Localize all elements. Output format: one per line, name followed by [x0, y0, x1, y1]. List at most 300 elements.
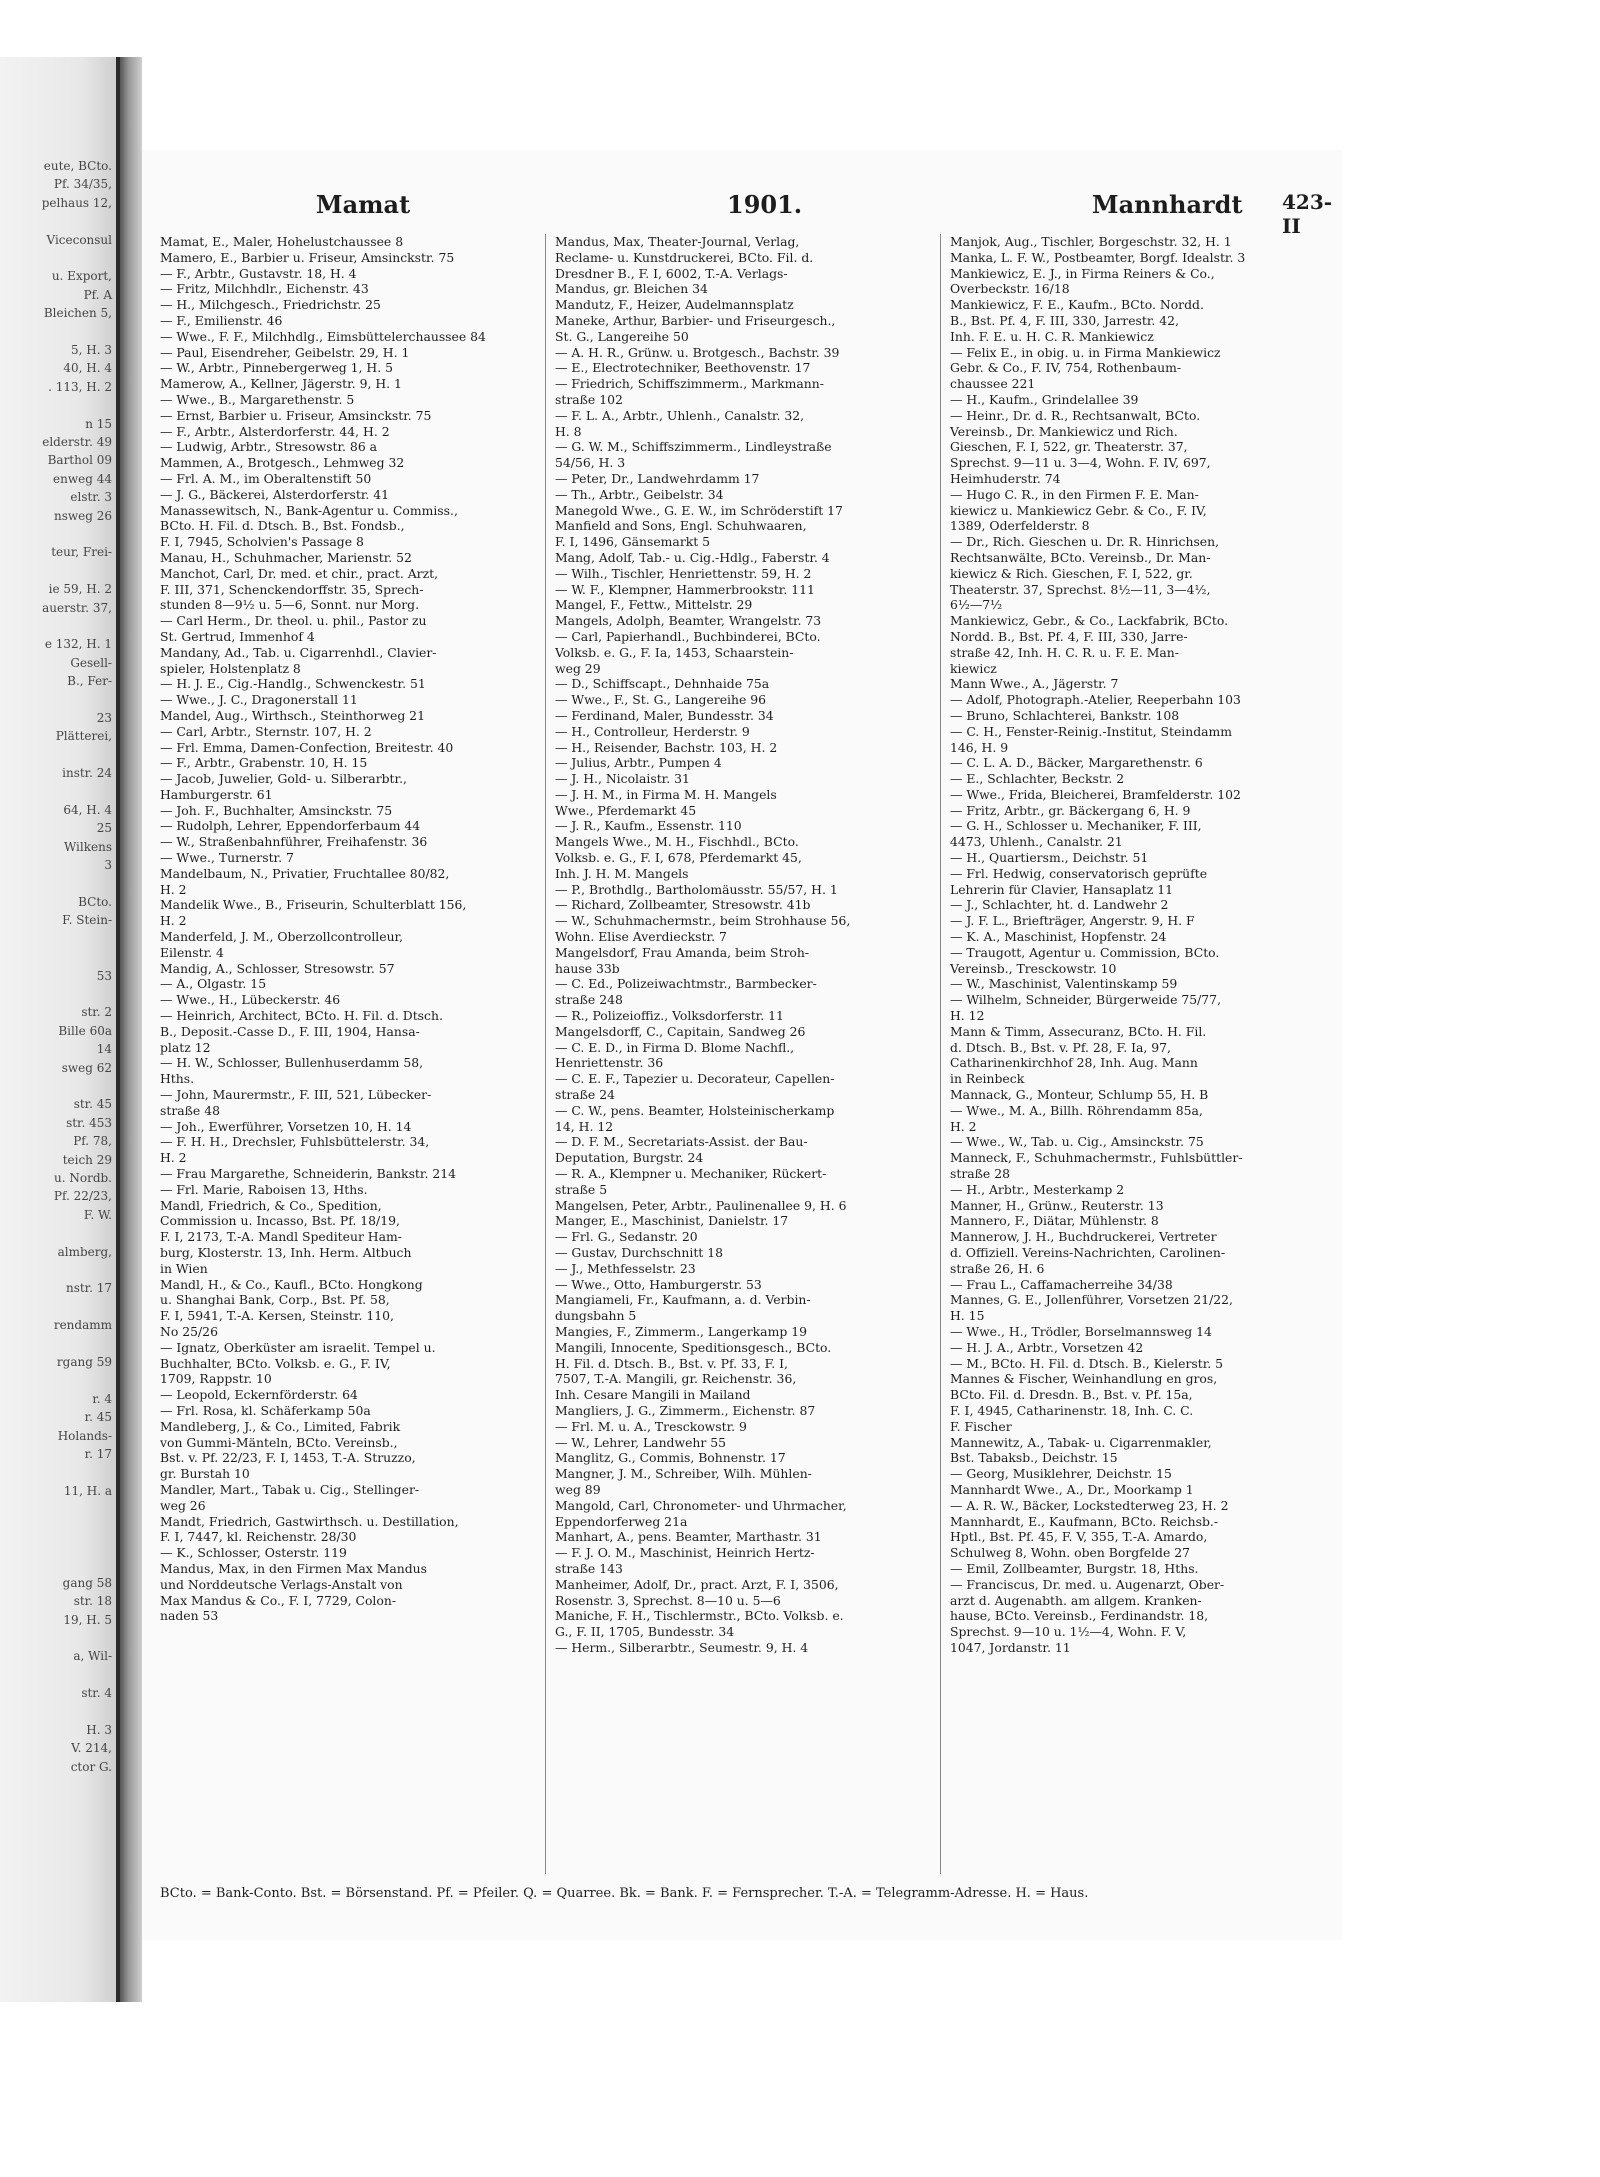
directory-entry-line: straße 143 — [555, 1560, 623, 1576]
directory-entry-line: — Frl. G., Sedanstr. 20 — [555, 1229, 698, 1245]
directory-entry-line: Buchhalter, BCto. Volksb. e. G., F. IV, — [160, 1355, 391, 1371]
directory-entry-line: — Leopold, Eckernförderstr. 64 — [160, 1387, 358, 1403]
directory-entry-line: — A., Olgastr. 15 — [160, 976, 267, 992]
directory-entry-line: F. I, 7945, Scholvien's Passage 8 — [160, 534, 364, 550]
directory-entry-line: Mandl, Friedrich, & Co., Spedition, — [160, 1197, 382, 1213]
directory-entry-line: Mangold, Carl, Chronometer- und Uhrmacher, — [555, 1497, 847, 1513]
directory-entry-line: straße 26, H. 6 — [950, 1260, 1045, 1276]
directory-entry-line: Manjok, Aug., Tischler, Borgeschstr. 32, H. 1 — [950, 234, 1232, 249]
directory-entry-line: — R. A., Klempner u. Mechaniker, Rückert- — [555, 1166, 827, 1182]
directory-entry-line: Mandleberg, J., & Co., Limited, Fabrik — [160, 1418, 401, 1434]
prev-page-fragment: Pf. 34/35, — [53, 177, 112, 192]
directory-entry-line: hause 33b — [555, 960, 620, 976]
directory-entry-line: — Wwe., W., Tab. u. Cig., Amsinckstr. 75 — [950, 1134, 1204, 1150]
directory-entry-line: 1047, Jordanstr. 11 — [950, 1639, 1071, 1655]
directory-entry-line: — Frl. M. u. A., Tresckowstr. 9 — [555, 1418, 747, 1434]
directory-entry-line: BCto. H. Fil. d. Dtsch. B., Bst. Fondsb., — [160, 518, 405, 534]
directory-entry-line: Dresdner B., F. I, 6002, T.-A. Verlags- — [555, 265, 788, 281]
prev-page-fragment: Gesell- — [70, 655, 112, 670]
directory-entry-line: — H., Quartiersm., Deichstr. 51 — [950, 850, 1149, 866]
directory-entry-line: — Wwe., F. F., Milchhdlg., Eimsbüttelerchaussee 84 — [160, 328, 486, 344]
directory-entry-line: gr. Burstah 10 — [160, 1466, 250, 1482]
directory-entry-line: von Gummi-Mänteln, BCto. Vereinsb., — [160, 1434, 398, 1450]
directory-entry-line: — E., Electrotechniker, Beethovenstr. 17 — [555, 360, 811, 376]
directory-entry-line: dungsbahn 5 — [555, 1308, 637, 1324]
prev-page-fragment: F. W. — [83, 1207, 112, 1222]
directory-entry-line: 6½—7½ — [950, 597, 1003, 613]
prev-page-fragment: teur, Frei- — [51, 545, 112, 560]
prev-page-fragment: 64, H. 4 — [63, 803, 112, 817]
prev-page-fragment: 23 — [96, 711, 112, 725]
directory-entry-line: — Frl. Emma, Damen-Confection, Breitestr. 40 — [160, 739, 454, 755]
directory-entry-line: — Joh., Ewerführer, Vorsetzen 10, H. 14 — [160, 1118, 412, 1134]
previous-page-edge — [0, 57, 120, 2002]
directory-entry-line: — Fritz, Milchhdlr., Eichenstr. 43 — [160, 281, 369, 297]
directory-entry-line: — H., Milchgesch., Friedrichstr. 25 — [160, 297, 381, 313]
directory-entry-line: Manfield and Sons, Engl. Schuhwaaren, — [555, 518, 807, 534]
directory-entry-line: — Hugo C. R., in den Firmen F. E. Man- — [950, 486, 1199, 502]
prev-page-fragment: Wilkens — [63, 839, 112, 854]
directory-entry-line: — Peter, Dr., Landwehrdamm 17 — [555, 470, 760, 486]
directory-entry-line: Sprechst. 9—11 u. 3—4, Wohn. F. IV, 697, — [950, 455, 1211, 471]
directory-entry-line: Rosenstr. 3, Sprechst. 8—10 u. 5—6 — [555, 1592, 781, 1608]
directory-entry-line: — Jacob, Juwelier, Gold- u. Silberarbtr., — [160, 771, 407, 787]
directory-entry-line: — W., Schuhmachermstr., beim Strohhause 56, — [555, 913, 851, 929]
directory-entry-line: — J. H. M., in Firma M. H. Mangels — [555, 786, 777, 802]
directory-entry-line: — W., Lehrer, Landwehr 55 — [555, 1434, 727, 1450]
directory-entry-line: — W. F., Klempner, Hammerbrookstr. 111 — [555, 581, 815, 597]
directory-entry-line: d. Dtsch. B., Bst. v. Pf. 28, F. Ia, 97, — [950, 1039, 1171, 1055]
directory-entry-line: straße 5 — [555, 1181, 608, 1197]
directory-entry-line: Mannewitz, A., Tabak- u. Cigarrenmakler, — [950, 1434, 1212, 1450]
directory-entry-line: — F., Emilienstr. 46 — [160, 312, 283, 328]
directory-entry-line: — Frl. Rosa, kl. Schäferkamp 50a — [160, 1402, 371, 1418]
directory-entry-line: Inh. J. H. M. Mangels — [555, 865, 689, 881]
directory-entry-line: B., Bst. Pf. 4, F. III, 330, Jarrestr. 42, — [950, 312, 1180, 328]
directory-entry-line: — Wwe., H., Lübeckerstr. 46 — [160, 992, 341, 1008]
directory-entry-line: — F., Arbtr., Grabenstr. 10, H. 15 — [160, 755, 368, 771]
directory-entry-line: Mandelbaum, N., Privatier, Fruchtallee 80/82, — [160, 865, 450, 881]
directory-page — [142, 150, 1342, 1940]
book-binding — [120, 57, 142, 2002]
directory-entry-line: Mangiameli, Fr., Kaufmann, a. d. Verbin- — [555, 1292, 811, 1308]
directory-entry-line: in Reinbeck — [950, 1071, 1025, 1087]
directory-entry-line: — D. F. M., Secretariats-Assist. der Bau- — [555, 1134, 808, 1150]
prev-page-fragment: str. 45 — [73, 1097, 112, 1112]
directory-entry-line: Gieschen, F. I, 522, gr. Theaterstr. 37, — [950, 439, 1188, 455]
prev-page-fragment: str. 18 — [73, 1594, 112, 1609]
directory-entry-line: Mandany, Ad., Tab. u. Cigarrenhdl., Clavier- — [160, 644, 437, 660]
directory-entry-line: und Norddeutsche Verlags-Anstalt von — [160, 1576, 403, 1592]
prev-page-fragment: Pf. 22/23, — [53, 1189, 112, 1204]
directory-entry-line: straße 248 — [555, 992, 623, 1008]
directory-entry-line: — H. W., Schlosser, Bullenhuserdamm 58, — [160, 1055, 424, 1071]
directory-entry-line: — C. L. A. D., Bäcker, Margarethenstr. 6 — [950, 755, 1203, 771]
directory-entry-line: Manau, H., Schuhmacher, Marienstr. 52 — [160, 549, 412, 565]
header-left-keyword: Mamat — [316, 190, 411, 219]
directory-entry-line: Catharinenkirchhof 28, Inh. Aug. Mann — [950, 1055, 1198, 1071]
directory-entry-line: — W., Straßenbahnführer, Freihafenstr. 36 — [160, 834, 428, 850]
directory-entry-line: spieler, Holstenplatz 8 — [160, 660, 301, 676]
prev-page-fragment: r. 4 — [92, 1391, 112, 1406]
directory-entry-line: — Ernst, Barbier u. Friseur, Amsinckstr. 75 — [160, 407, 432, 423]
directory-entry-line: kiewicz & Rich. Gieschen, F. I, 522, gr. — [950, 565, 1193, 581]
directory-entry-line: — M., BCto. H. Fil. d. Dtsch. B., Kielerstr. 5 — [950, 1355, 1224, 1371]
directory-entry-line: Mannero, F., Diätar, Mühlenstr. 8 — [950, 1213, 1159, 1229]
directory-entry-line: Overbeckstr. 16/18 — [950, 281, 1070, 297]
directory-entry-line: Manner, H., Grünw., Reuterstr. 13 — [950, 1197, 1164, 1213]
directory-entry-line: — F., Arbtr., Gustavstr. 18, H. 4 — [160, 265, 357, 281]
directory-entry-line: F. I, 7447, kl. Reichenstr. 28/30 — [160, 1529, 357, 1545]
directory-entry-line: — A. R. W., Bäcker, Lockstedterweg 23, H. 2 — [950, 1497, 1229, 1513]
directory-entry-line: — H., Reisender, Bachstr. 103, H. 2 — [555, 739, 778, 755]
directory-entry-line: — K. A., Maschinist, Hopfenstr. 24 — [950, 929, 1167, 945]
directory-entry-line: Manegold Wwe., G. E. W., im Schröderstift 17 — [555, 502, 843, 518]
directory-entry-line: Mandler, Mart., Tabak u. Cig., Stellinger- — [160, 1481, 420, 1497]
directory-entry-line: — E., Schlachter, Beckstr. 2 — [950, 771, 1125, 787]
directory-entry-line: 4473, Uhlenh., Canalstr. 21 — [950, 834, 1123, 850]
directory-entry-line: — Paul, Eisendreher, Geibelstr. 29, H. 1 — [160, 344, 410, 360]
directory-entry-line: 1389, Oderfelderstr. 8 — [950, 518, 1090, 534]
prev-page-fragment: enweg 44 — [53, 471, 112, 486]
directory-entry-line: — H., Arbtr., Mesterkamp 2 — [950, 1181, 1125, 1197]
directory-entry-line: — Wwe., H., Trödler, Borselmannsweg 14 — [950, 1323, 1212, 1339]
directory-entry-line: — Frau L., Caffamacherreihe 34/38 — [950, 1276, 1173, 1292]
directory-entry-line: — D., Schiffscapt., Dehnhaide 75a — [555, 676, 770, 692]
directory-entry-line: — Frl. Marie, Raboisen 13, Hths. — [160, 1181, 368, 1197]
directory-entry-line: Sprechst. 9—10 u. 1½—4, Wohn. F. V, — [950, 1624, 1187, 1640]
page-number: 423-II — [1282, 190, 1333, 238]
directory-entry-line: Mangel, F., Fettw., Mittelstr. 29 — [555, 597, 753, 613]
prev-page-fragment: sweg 62 — [61, 1060, 112, 1075]
directory-entry-line: Max Mandus & Co., F. I, 7729, Colon- — [160, 1592, 397, 1608]
directory-entry-line: straße 42, Inh. H. C. R. u. F. E. Man- — [950, 644, 1179, 660]
directory-entry-line: Manassewitsch, N., Bank-Agentur u. Commiss., — [160, 502, 458, 518]
directory-entry-line: — Wilhelm, Schneider, Bürgerweide 75/77, — [950, 992, 1222, 1008]
directory-entry-line: Schulweg 8, Wohn. oben Borgfelde 27 — [950, 1545, 1191, 1561]
directory-entry-line: Volksb. e. G., F. I, 678, Pferdemarkt 45, — [555, 850, 802, 866]
directory-entry-line: Mandel, Aug., Wirthsch., Steinthorweg 21 — [160, 707, 425, 723]
directory-entry-line: Mannes & Fischer, Weinhandlung en gros, — [950, 1371, 1218, 1387]
directory-entry-line: 14, H. 12 — [555, 1118, 614, 1134]
directory-entry-line: B., Deposit.-Casse D., F. III, 1904, Hansa- — [160, 1023, 420, 1039]
directory-entry-line: platz 12 — [160, 1039, 211, 1055]
directory-entry-line: — Wwe., B., Margarethenstr. 5 — [160, 391, 355, 407]
directory-entry-line: — W., Maschinist, Valentinskamp 59 — [950, 976, 1178, 992]
directory-entry-line: Theaterstr. 37, Sprechst. 8½—11, 3—4½, — [950, 581, 1211, 597]
prev-page-fragment: n 15 — [85, 416, 112, 431]
directory-entry-line: — Wwe., M. A., Billh. Röhrendamm 85a, — [950, 1102, 1203, 1118]
directory-entry-line: — H. J. A., Arbtr., Vorsetzen 42 — [950, 1339, 1144, 1355]
directory-entry-line: — Wilh., Tischler, Henriettenstr. 59, H. 2 — [555, 565, 812, 581]
directory-entry-line: Mangels, Adolph, Beamter, Wrangelstr. 73 — [555, 613, 822, 629]
column-1 — [160, 234, 534, 1884]
directory-entry-line: Mangels Wwe., M. H., Fischhdl., BCto. — [555, 834, 799, 850]
directory-entry-line: — Wwe., Otto, Hamburgerstr. 53 — [555, 1276, 762, 1292]
directory-entry-line: Mang, Adolf, Tab.- u. Cig.-Hdlg., Faberstr. 4 — [555, 549, 830, 565]
prev-page-fragment: elstr. 3 — [70, 490, 112, 505]
page-header — [142, 190, 1342, 238]
directory-entry-line: H. 2 — [160, 881, 187, 897]
directory-entry-line: Mangelsdorff, C., Capitain, Sandweg 26 — [555, 1023, 806, 1039]
prev-page-fragment: Holands- — [57, 1428, 112, 1443]
prev-page-fragment: u. Export, — [51, 269, 112, 284]
prev-page-fragment: H. 3 — [86, 1723, 112, 1737]
prev-page-fragment: 19, H. 5 — [63, 1612, 112, 1627]
prev-page-fragment: elderstr. 49 — [42, 435, 112, 449]
directory-entry-line: — J. H., Nicolaistr. 31 — [555, 771, 690, 787]
directory-entry-line: — G. H., Schlosser u. Mechaniker, F. III, — [950, 818, 1202, 834]
directory-entry-line: — G. W. M., Schiffszimmerm., Lindleystraße — [555, 439, 832, 455]
directory-entry-line: — A. H. R., Grünw. u. Brotgesch., Bachstr. 39 — [555, 344, 840, 360]
directory-entry-line: Inh. F. E. u. H. C. R. Mankiewicz — [950, 328, 1154, 344]
directory-entry-line: — Frl. Hedwig, conservatorisch geprüfte — [950, 865, 1208, 881]
directory-entry-line: Mangies, F., Zimmerm., Langerkamp 19 — [555, 1323, 807, 1339]
directory-entry-line: 146, H. 9 — [950, 739, 1009, 755]
directory-entry-line: Mandig, A., Schlosser, Stresowstr. 57 — [160, 960, 395, 976]
directory-entry-line: — Traugott, Agentur u. Commission, BCto. — [950, 944, 1220, 960]
directory-entry-line: u. Shanghai Bank, Corp., Bst. Pf. 58, — [160, 1292, 390, 1308]
directory-entry-line: H. 12 — [950, 1008, 985, 1024]
directory-entry-line: H. 2 — [160, 1150, 187, 1166]
directory-entry-line: Mamerow, A., Kellner, Jägerstr. 9, H. 1 — [160, 376, 402, 392]
prev-page-fragment: 40, H. 4 — [63, 361, 112, 376]
prev-page-fragment: rendamm — [53, 1318, 112, 1333]
directory-entry-line: Mandus, Max, in den Firmen Max Mandus — [160, 1560, 428, 1576]
prev-page-fragment: Barthol 09 — [47, 453, 112, 468]
directory-entry-line: — Frau Margarethe, Schneiderin, Bankstr. 214 — [160, 1166, 456, 1182]
directory-entry-line: straße 102 — [555, 391, 623, 407]
directory-entry-line: — Friedrich, Schiffszimmerm., Markmann- — [555, 376, 824, 392]
directory-entry-line: Manheimer, Adolf, Dr., pract. Arzt, F. I, 3506, — [555, 1576, 839, 1592]
directory-entry-line: Mamat, E., Maler, Hohelustchaussee 8 — [160, 234, 404, 249]
prev-page-fragment: a, Wil- — [73, 1649, 112, 1664]
prev-page-fragment: ctor G. — [70, 1759, 112, 1774]
directory-entry-line: — Emil, Zollbeamter, Burgstr. 18, Hths. — [950, 1560, 1199, 1576]
directory-entry-line: Maniche, F. H., Tischlermstr., BCto. Volksb. e. — [555, 1608, 844, 1624]
directory-entry-line: — J., Methfesselstr. 23 — [555, 1260, 696, 1276]
directory-entry-line: Lehrerin für Clavier, Hansaplatz 11 — [950, 881, 1174, 897]
prev-page-fragment: 25 — [96, 821, 112, 836]
directory-entry-line: Manchot, Carl, Dr. med. et chir., pract. Arzt, — [160, 565, 439, 581]
directory-entry-line: Mannhardt, E., Kaufmann, BCto. Reichsb.- — [950, 1513, 1219, 1529]
directory-entry-line: naden 53 — [160, 1608, 219, 1624]
directory-entry-line: — F. H. H., Drechsler, Fuhlsbüttelerstr. 34, — [160, 1134, 430, 1150]
column-2 — [555, 234, 929, 1884]
directory-entry-line: H. Fil. d. Dtsch. B., Bst. v. Pf. 33, F. I, — [555, 1355, 788, 1371]
directory-entry-line: Vereinsb., Tresckowstr. 10 — [950, 960, 1117, 976]
directory-entry-line: Mangelsen, Peter, Arbtr., Paulinenallee 9, H. 6 — [555, 1197, 847, 1213]
directory-entry-line: Bst. Tabaksb., Deichstr. 15 — [950, 1450, 1118, 1466]
directory-entry-line: St. G., Langereihe 50 — [555, 328, 689, 344]
directory-entry-line: Mammen, A., Brotgesch., Lehmweg 32 — [160, 455, 405, 471]
directory-entry-line: Manneck, F., Schuhmachermstr., Fuhlsbüttler- — [950, 1150, 1243, 1166]
directory-entry-line: G., F. II, 1705, Bundesstr. 34 — [555, 1624, 735, 1640]
directory-entry-line: H. 15 — [950, 1308, 985, 1324]
directory-entry-line: Vereinsb., Dr. Mankiewicz und Rich. — [950, 423, 1178, 439]
prev-page-fragment: Plätterei, — [55, 729, 112, 744]
prev-page-fragment: r. 17 — [84, 1447, 112, 1461]
directory-entry-line: — Carl Herm., Dr. theol. u. phil., Pastor zu — [160, 613, 427, 629]
directory-entry-line: — P., Brothdlg., Bartholomäusstr. 55/57, H. 1 — [555, 881, 838, 897]
directory-entry-line: — Dr., Rich. Gieschen u. Dr. R. Hinrichsen, — [950, 534, 1220, 550]
prev-page-fragment: . 113, H. 2 — [48, 379, 112, 394]
directory-entry-line: — H., Controlleur, Herderstr. 9 — [555, 723, 750, 739]
prev-page-fragment: auerstr. 37, — [42, 600, 112, 615]
directory-entry-line: Heimhuderstr. 74 — [950, 470, 1061, 486]
directory-entry-line: F. Fischer — [950, 1418, 1012, 1434]
directory-entry-line: Rechtsanwälte, BCto. Vereinsb., Dr. Man- — [950, 549, 1211, 565]
prev-page-fragment: str. 4 — [81, 1686, 112, 1701]
prev-page-fragment: pelhaus 12, — [41, 195, 112, 210]
directory-entry-line: Mannes, G. E., Jollenführer, Vorsetzen 21/22, — [950, 1292, 1233, 1308]
prev-page-fragment: 14 — [96, 1042, 112, 1057]
directory-entry-line: Hths. — [160, 1071, 195, 1087]
directory-entry-line: — Wwe., J. C., Dragonerstall 11 — [160, 692, 358, 708]
directory-entry-line: Deputation, Burgstr. 24 — [555, 1150, 704, 1166]
directory-entry-line: Mangliers, J. G., Zimmerm., Eichenstr. 87 — [555, 1402, 816, 1418]
directory-entry-line: F. III, 371, Schenckendorffstr. 35, Sprech- — [160, 581, 424, 597]
prev-page-fragment: ie 59, H. 2 — [48, 582, 112, 597]
prev-page-fragment: Pf. 78, — [73, 1134, 112, 1149]
directory-entry-line: — Georg, Musiklehrer, Deichstr. 15 — [950, 1466, 1172, 1482]
directory-entry-line: — Franciscus, Dr. med. u. Augenarzt, Ober- — [950, 1576, 1225, 1592]
directory-entry-line: St. Gertrud, Immenhof 4 — [160, 628, 315, 644]
directory-entry-line: — H. J. E., Cig.-Handlg., Schwenckestr. 51 — [160, 676, 426, 692]
directory-entry-line: — C. W., pens. Beamter, Holsteinischerkamp — [555, 1102, 835, 1118]
directory-entry-line: Eppendorferweg 21a — [555, 1513, 688, 1529]
directory-entry-line: Mandus, Max, Theater-Journal, Verlag, — [555, 234, 800, 249]
directory-entry-line: — Ignatz, Oberküster am israelit. Tempel u. — [160, 1339, 436, 1355]
directory-entry-line: Henriettenstr. 36 — [555, 1055, 664, 1071]
directory-entry-line: — Carl, Papierhandl., Buchbinderei, BCto. — [555, 628, 821, 644]
directory-entry-line: 7507, T.-A. Mangili, gr. Reichenstr. 36, — [555, 1371, 797, 1387]
directory-entry-line: Hamburgerstr. 61 — [160, 786, 273, 802]
directory-entry-line: — Heinrich, Architect, BCto. H. Fil. d. Dtsch. — [160, 1008, 443, 1024]
prev-page-fragment: B., Fer- — [67, 674, 112, 689]
prev-page-fragment: u. Nordb. — [54, 1171, 112, 1185]
directory-entry-line: Mandutz, F., Heizer, Audelmannsplatz — [555, 297, 794, 313]
directory-entry-line: burg, Klosterstr. 13, Inh. Herm. Altbuch — [160, 1245, 412, 1260]
abbreviation-legend: BCto. = Bank-Conto. Bst. = Börsenstand. Pf. = Pfeiler. Q. = Quarree. Bk. = Bank. F. = Fernsprecher. T.-A. = Telegramm-Adresse. H. = Haus. — [160, 1886, 1089, 1901]
directory-entry-line: Manger, E., Maschinist, Danielstr. 17 — [555, 1213, 789, 1229]
directory-entry-line: H. 2 — [160, 913, 187, 929]
directory-entry-line: — J. G., Bäckerei, Alsterdorferstr. 41 — [160, 486, 390, 502]
directory-entry-line: straße 24 — [555, 1087, 615, 1103]
directory-entry-line: — J. F. L., Briefträger, Angerstr. 9, H. F — [950, 913, 1195, 929]
directory-entry-line: weg 89 — [555, 1481, 601, 1497]
directory-entry-line: Manhart, A., pens. Beamter, Marthastr. 31 — [555, 1529, 822, 1545]
directory-entry-line: Maneke, Arthur, Barbier- und Friseurgesch., — [555, 312, 836, 328]
prev-page-fragment: e 132, H. 1 — [44, 637, 112, 652]
directory-entry-line: — Richard, Zollbeamter, Stresowstr. 41b — [555, 897, 811, 913]
directory-entry-line: — H., Kaufm., Grindelallee 39 — [950, 391, 1139, 407]
directory-entry-line: F. I, 4945, Catharinenstr. 18, Inh. C. C. — [950, 1402, 1194, 1418]
directory-entry-line: — Wwe., Frida, Bleicherei, Bramfelderstr. 102 — [950, 786, 1241, 802]
directory-entry-line: — C. H., Fenster-Reinig.-Institut, Steindamm — [950, 723, 1233, 739]
directory-entry-line: Mandl, H., & Co., Kaufl., BCto. Hongkong — [160, 1276, 423, 1292]
directory-entry-line: — Herm., Silberarbtr., Seumestr. 9, H. 4 — [555, 1639, 809, 1655]
directory-entry-line: Mangelsdorf, Frau Amanda, beim Stroh- — [555, 944, 809, 960]
directory-entry-line: — W., Arbtr., Pinnebergerweg 1, H. 5 — [160, 360, 393, 376]
prev-page-fragment: 3 — [104, 858, 112, 873]
directory-entry-line: Mangili, Innocente, Speditionsgesch., BCto. — [555, 1339, 832, 1355]
directory-entry-line: Manderfeld, J. M., Oberzollcontrolleur, — [160, 929, 404, 945]
directory-entry-line: Volksb. e. G., F. Ia, 1453, Schaarstein- — [555, 644, 794, 660]
directory-entry-line: 1709, Rappstr. 10 — [160, 1371, 272, 1387]
directory-entry-line: — Joh. F., Buchhalter, Amsinckstr. 75 — [160, 802, 393, 818]
directory-entry-line: Mann & Timm, Assecuranz, BCto. H. Fil. — [950, 1023, 1207, 1039]
header-right-keyword: Mannhardt — [1092, 190, 1243, 219]
column-divider — [545, 234, 546, 1874]
prev-page-fragment: str. 2 — [81, 1005, 112, 1020]
prev-page-fragment: rgang 59 — [56, 1355, 112, 1369]
directory-entry-line: Bst. v. Pf. 22/23, F. I, 1453, T.-A. Struzzo, — [160, 1450, 416, 1466]
directory-entry-line: chaussee 221 — [950, 376, 1036, 392]
directory-entry-line: Manglitz, G., Commis, Bohnenstr. 17 — [555, 1450, 786, 1466]
directory-entry-line: Commission u. Incasso, Bst. Pf. 18/19, — [160, 1213, 400, 1229]
directory-entry-line: arzt d. Augenabth. am allgem. Kranken- — [950, 1592, 1202, 1608]
prev-page-fragment: 5, H. 3 — [71, 343, 112, 357]
directory-entry-line: Mankiewicz, E. J., in Firma Reiners & Co., — [950, 265, 1215, 281]
directory-entry-line: Mannhardt Wwe., A., Dr., Moorkamp 1 — [950, 1481, 1194, 1497]
column-divider — [940, 234, 941, 1874]
directory-entry-line: — Carl, Arbtr., Sternstr. 107, H. 2 — [160, 723, 372, 739]
directory-entry-line: BCto. Fil. d. Dresdn. B., Bst. v. Pf. 15a, — [950, 1387, 1193, 1403]
directory-entry-line: — R., Polizeioffiz., Volksdorferstr. 11 — [555, 1008, 784, 1024]
directory-entry-line: — C. E. D., in Firma D. Blome Nachfl., — [555, 1039, 795, 1055]
header-year: 1901. — [727, 190, 803, 219]
directory-entry-line: stunden 8—9½ u. 5—6, Sonnt. nur Morg. — [160, 597, 420, 613]
directory-entry-line: Hptl., Bst. Pf. 45, F. V, 355, T.-A. Amardo, — [950, 1529, 1208, 1545]
directory-entry-line: — Rudolph, Lehrer, Eppendorferbaum 44 — [160, 818, 421, 834]
directory-entry-line: — Th., Arbtr., Geibelstr. 34 — [555, 486, 724, 502]
directory-entry-line: in Wien — [160, 1260, 208, 1276]
directory-entry-line: kiewicz u. Mankiewicz Gebr. & Co., F. IV, — [950, 502, 1207, 518]
directory-entry-line: kiewicz — [950, 660, 997, 676]
directory-entry-line: — C. Ed., Polizeiwachtmstr., Barmbecker- — [555, 976, 817, 992]
directory-entry-line: Wwe., Pferdemarkt 45 — [555, 802, 697, 818]
directory-entry-line: — F., Arbtr., Alsterdorferstr. 44, H. 2 — [160, 423, 390, 439]
directory-entry-line: Wohn. Elise Averdieckstr. 7 — [555, 929, 727, 945]
prev-page-fragment: V. 214, — [71, 1741, 112, 1756]
directory-entry-line: Mandelik Wwe., B., Friseurin, Schulterblatt 156, — [160, 897, 467, 913]
prev-page-fragment: almberg, — [57, 1244, 112, 1259]
directory-entry-line: Mandt, Friedrich, Gastwirthsch. u. Destillation, — [160, 1513, 459, 1529]
directory-entry-line: — C. E. F., Tapezier u. Decorateur, Capellen- — [555, 1071, 835, 1087]
directory-entry-line: hause, BCto. Vereinsb., Ferdinandstr. 18, — [950, 1608, 1209, 1624]
prev-page-fragment: Pf. A — [83, 287, 112, 302]
directory-entry-line: Reclame- u. Kunstdruckerei, BCto. Fil. d. — [555, 249, 814, 265]
directory-entry-line: Mankiewicz, F. E., Kaufm., BCto. Nordd. — [950, 297, 1204, 313]
directory-entry-line: — K., Schlosser, Osterstr. 119 — [160, 1545, 347, 1561]
directory-entry-line: H. 8 — [555, 423, 582, 439]
directory-entry-line: — F. L. A., Arbtr., Uhlenh., Canalstr. 32, — [555, 407, 805, 423]
directory-entry-line: — J., Schlachter, ht. d. Landwehr 2 — [950, 897, 1169, 913]
directory-entry-line: — Wwe., F., St. G., Langereihe 96 — [555, 692, 767, 708]
directory-entry-line: F. I, 5941, T.-A. Kersen, Steinstr. 110, — [160, 1308, 394, 1324]
directory-entry-line: d. Offiziell. Vereins-Nachrichten, Carolinen- — [950, 1245, 1226, 1260]
directory-entry-line: Nordd. B., Bst. Pf. 4, F. III, 330, Jarre- — [950, 628, 1188, 644]
directory-entry-line: Eilenstr. 4 — [160, 944, 224, 960]
directory-entry-line: — Julius, Arbtr., Pumpen 4 — [555, 755, 722, 771]
directory-entry-line: Inh. Cesare Mangili in Mailand — [555, 1387, 751, 1403]
prev-page-fragment: 11, H. a — [63, 1483, 112, 1498]
directory-entry-line: — Felix E., in obig. u. in Firma Mankiewicz — [950, 344, 1221, 360]
prev-page-fragment: Bleichen 5, — [43, 306, 112, 321]
prev-page-fragment: F. Stein- — [62, 913, 112, 928]
prev-page-fragment: Bille 60a — [58, 1023, 112, 1038]
